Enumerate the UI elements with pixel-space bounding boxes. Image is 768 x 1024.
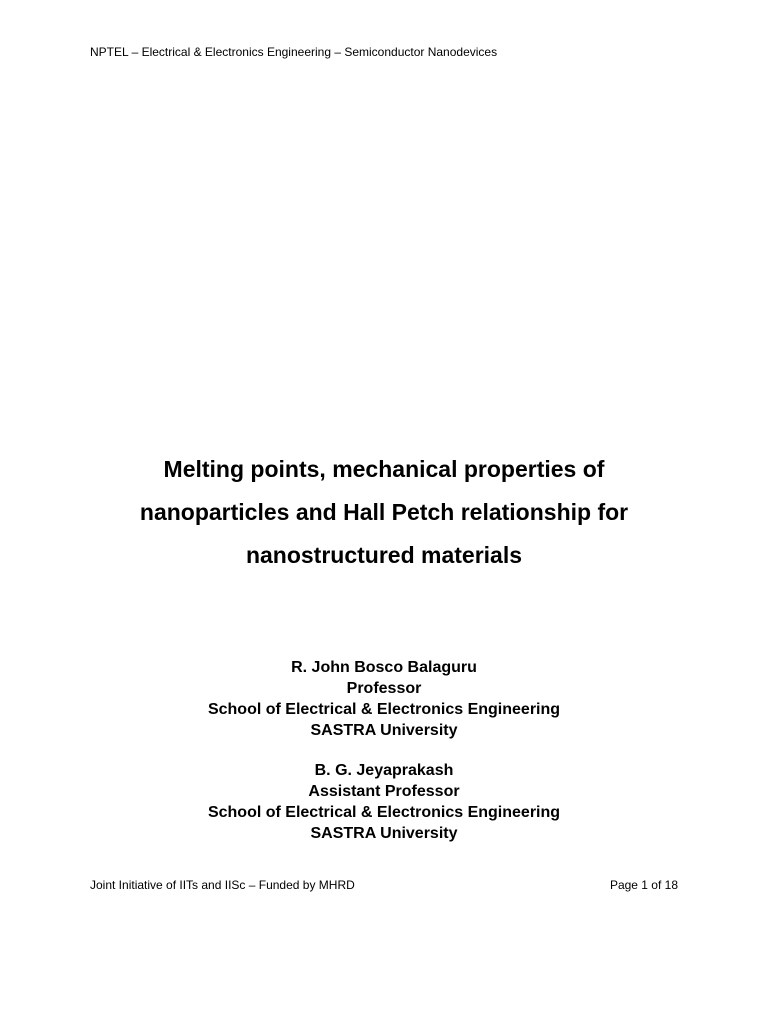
author-department: School of Electrical & Electronics Engineering (207, 701, 561, 718)
document-title (0, 448, 768, 577)
author-block-2 (0, 760, 768, 844)
author-name: B. G. Jeyaprakash (314, 762, 454, 779)
footer-funding: Joint Initiative of IITs and IISc – Funded by MHRD (90, 878, 355, 892)
author-institution: SASTRA University (310, 825, 458, 842)
title-line: Melting points, mechanical properties of (163, 456, 605, 482)
author-name: R. John Bosco Balaguru (291, 659, 477, 676)
title-line: nanoparticles and Hall Petch relationship for (139, 499, 629, 525)
author-block-1 (0, 657, 768, 741)
author-position: Professor (346, 680, 422, 697)
author-institution: SASTRA University (310, 722, 458, 739)
title-line: nanostructured materials (245, 542, 523, 568)
running-header: NPTEL – Electrical & Electronics Engineering – Semiconductor Nanodevices (90, 45, 498, 59)
author-department: School of Electrical & Electronics Engineering (207, 804, 561, 821)
author-position: Assistant Professor (308, 783, 460, 800)
page-number: Page 1 of 18 (609, 878, 678, 892)
